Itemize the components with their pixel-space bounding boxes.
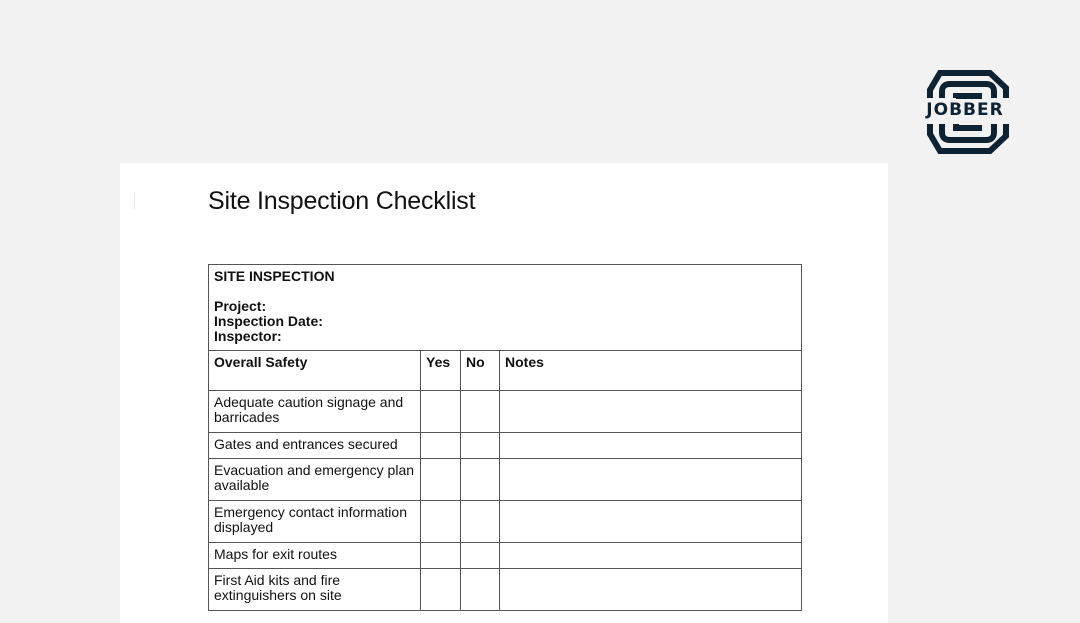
notes-cell[interactable] <box>500 433 802 459</box>
brand-name: JOBBER <box>916 100 1014 120</box>
table-row <box>209 543 802 569</box>
column-header-notes: Notes <box>500 351 802 391</box>
notes-cell[interactable] <box>500 391 802 433</box>
header-block <box>209 265 802 351</box>
notes-cell[interactable] <box>500 569 802 611</box>
column-header-overall-safety: Overall Safety <box>209 351 421 391</box>
table-row <box>209 459 802 501</box>
table-row <box>209 501 802 543</box>
yes-cell[interactable] <box>421 433 461 459</box>
item-label: Evacuation and emergency plan available <box>209 459 421 501</box>
no-cell[interactable] <box>461 569 500 611</box>
jobber-logo <box>916 68 1014 156</box>
field-inspection-date[interactable]: Inspection Date: <box>214 313 323 329</box>
notes-cell[interactable] <box>500 501 802 543</box>
document-page <box>120 163 888 623</box>
yes-cell[interactable] <box>421 501 461 543</box>
item-label: First Aid kits and fire extinguishers on site <box>209 569 421 611</box>
document-title: Site Inspection Checklist <box>208 187 476 215</box>
notes-cell[interactable] <box>500 543 802 569</box>
no-cell[interactable] <box>461 433 500 459</box>
item-label: Maps for exit routes <box>209 543 421 569</box>
no-cell[interactable] <box>461 543 500 569</box>
notes-cell[interactable] <box>500 459 802 501</box>
item-label: Adequate caution signage and barricades <box>209 391 421 433</box>
item-label: Emergency contact information displayed <box>209 501 421 543</box>
column-header-row <box>209 351 802 391</box>
item-label: Gates and entrances secured <box>209 433 421 459</box>
yes-cell[interactable] <box>421 543 461 569</box>
section-title: SITE INSPECTION <box>214 268 335 284</box>
table-row <box>209 569 802 611</box>
no-cell[interactable] <box>461 501 500 543</box>
column-header-no: No <box>461 351 500 391</box>
yes-cell[interactable] <box>421 459 461 501</box>
inspection-table <box>208 264 802 611</box>
table-row <box>209 433 802 459</box>
field-inspector[interactable]: Inspector: <box>214 328 282 344</box>
table-row <box>209 391 802 433</box>
header-block-row <box>209 265 802 351</box>
yes-cell[interactable] <box>421 391 461 433</box>
page-margin-marker <box>134 193 135 209</box>
no-cell[interactable] <box>461 391 500 433</box>
no-cell[interactable] <box>461 459 500 501</box>
field-project[interactable]: Project: <box>214 298 267 314</box>
column-header-yes: Yes <box>421 351 461 391</box>
yes-cell[interactable] <box>421 569 461 611</box>
